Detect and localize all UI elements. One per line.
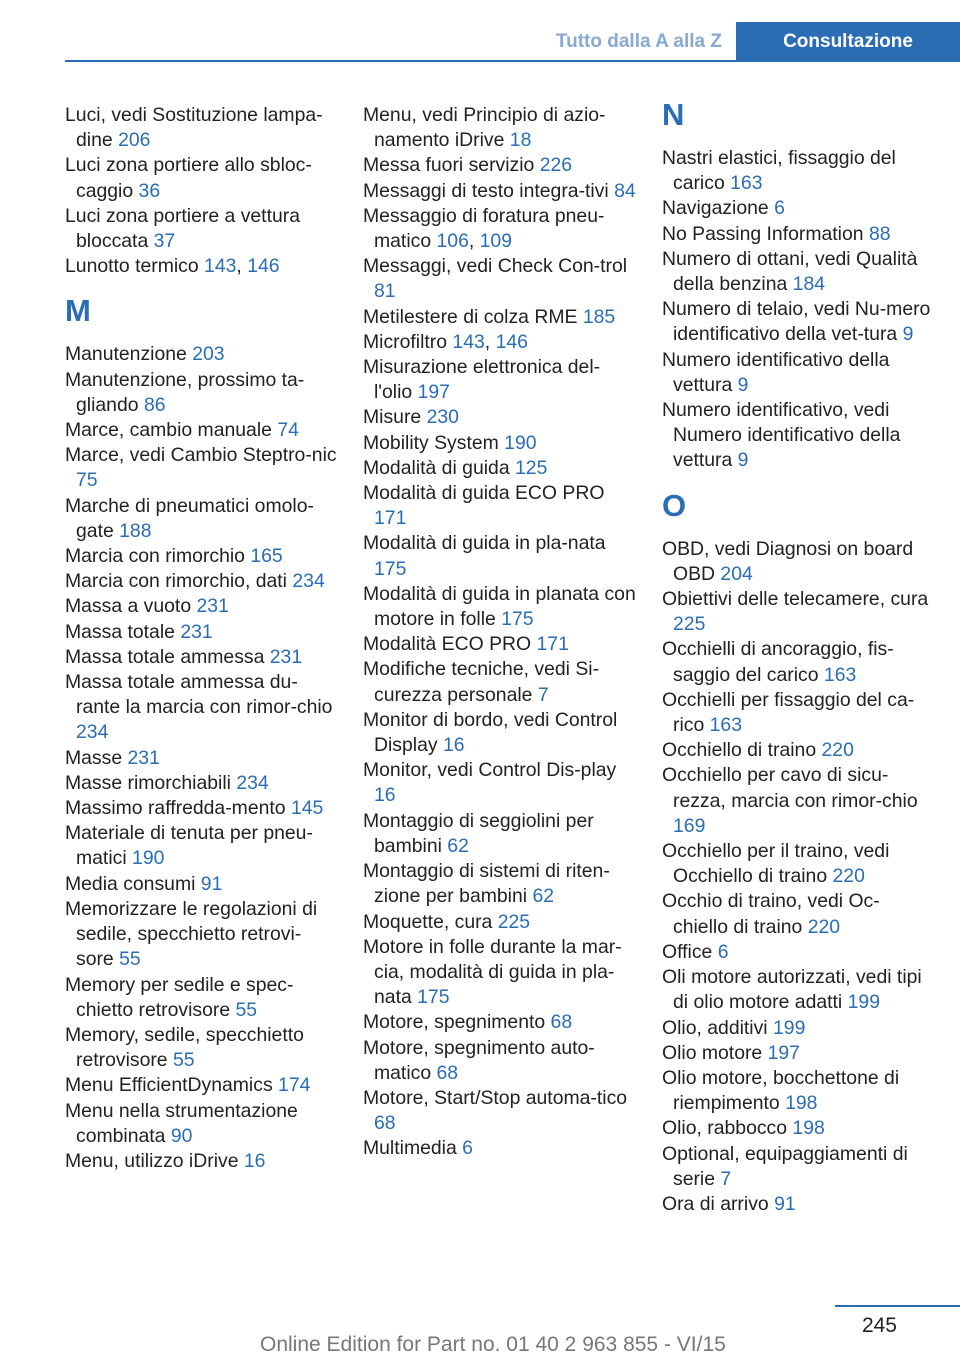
page-reference-link[interactable]: 231 (180, 620, 213, 643)
index-entry (65, 418, 337, 443)
page-header (0, 0, 960, 62)
index-entry-term: Modalità ECO PRO (363, 633, 537, 656)
page-reference-link[interactable]: 125 (515, 456, 548, 479)
index-entry (65, 872, 337, 897)
index-entry-term: Occhiello per cavo di sicu-rezza, marcia con rimor-chio (662, 764, 918, 812)
index-entry: Microfiltro 143, 146 (363, 330, 528, 353)
index-entry (662, 348, 932, 398)
index-entry (363, 103, 638, 153)
index-entry (662, 940, 932, 965)
index-entry-term: Monitor, vedi Control Dis-play (363, 759, 617, 782)
index-entry-term: Occhielli per fissaggio del ca-rico (662, 688, 915, 737)
index-entry (662, 247, 932, 297)
index-entry-term: Messaggio di foratura pneu-matico (363, 204, 605, 253)
index-entry (662, 1116, 932, 1141)
index-entry (662, 637, 932, 687)
page-reference-link[interactable]: 7 (720, 1167, 732, 1190)
index-entry-term: Menu, vedi Principio di azio-namento iDrive (363, 104, 606, 152)
page-reference-link[interactable]: 163 (709, 714, 742, 737)
page-reference-link[interactable]: 231 (127, 746, 160, 769)
index-entry (65, 1073, 337, 1098)
index-entry (363, 910, 638, 935)
index-entry (65, 594, 337, 619)
index-entry-term: Occhio di traino, vedi Oc-chiello di traino (662, 890, 880, 938)
header-section-title: Tutto dalla A alla Z (555, 31, 722, 52)
index-entry (363, 859, 638, 909)
page-reference-link[interactable]: 6 (717, 940, 729, 963)
index-entry-term: Mobility System (363, 431, 505, 454)
page-reference-link[interactable]: 231 (269, 645, 303, 668)
index-entry: Lunotto termico 143, 146 (65, 255, 280, 278)
index-entry-term: Motore, Start/Stop automa-tico (363, 1086, 628, 1109)
index-entry-term: Navigazione (662, 197, 775, 220)
index-entry-term: Menu nella strumentazione combinata (65, 1099, 298, 1147)
page-reference-link[interactable]: 225 (673, 613, 706, 636)
page-reference-link[interactable]: 68 (550, 1011, 573, 1034)
index-entry (65, 897, 337, 973)
page-reference-link[interactable]: 18 (509, 129, 532, 152)
index-entry (65, 670, 337, 746)
page-reference-link[interactable]: 143 (204, 255, 237, 278)
page-reference-link[interactable]: 106 (436, 230, 469, 253)
page-reference-link[interactable]: 163 (823, 663, 857, 686)
index-entry (65, 746, 337, 771)
page-reference-link[interactable]: 16 (374, 784, 396, 807)
index-column-2 (363, 103, 638, 1162)
index-column-3 (662, 97, 932, 1217)
index-entry (662, 688, 932, 738)
index-entry-term: Monitor di bordo, vedi Control Display (363, 708, 618, 757)
index-entry (65, 620, 337, 645)
page-reference-link[interactable]: 184 (792, 273, 826, 296)
index-entry (662, 965, 932, 1015)
index-entry-term: Modalità di guida in pla-nata (363, 532, 606, 555)
page-reference-link[interactable]: 143 (452, 330, 485, 353)
page-reference-link[interactable]: 190 (132, 847, 165, 870)
page-reference-link[interactable]: 75 (76, 469, 98, 492)
page-reference-link[interactable]: 171 (374, 507, 407, 530)
index-entry (65, 368, 337, 418)
index-entry (662, 839, 932, 889)
index-entry-term: Marcia con rimorchio (65, 545, 251, 568)
page-reference-link[interactable]: 171 (536, 633, 569, 656)
index-entry-term: Modalità di guida (363, 456, 515, 479)
index-entry (662, 738, 932, 763)
page-reference-link[interactable]: 55 (119, 948, 141, 971)
index-entry (363, 1036, 638, 1086)
index-entry-term: No Passing Information (662, 222, 869, 245)
index-entry (662, 222, 932, 247)
index-entry-term: Modalità di guida in planata con motore in folle (363, 582, 636, 631)
page-reference-link[interactable]: 175 (417, 986, 450, 1009)
index-entry-term: Marche di pneumatici omolo-gate (65, 494, 314, 542)
index-entry-term: Olio, rabbocco (662, 1117, 793, 1140)
index-entry-term: Manutenzione (65, 343, 193, 366)
page-reference-link[interactable]: 198 (785, 1092, 818, 1115)
page-reference-link[interactable]: 90 (170, 1124, 193, 1147)
page-reference-link[interactable]: 198 (792, 1117, 825, 1140)
index-entry-term: Moquette, cura (363, 910, 498, 933)
index-entry-term: Oli motore autorizzati, vedi tipi di olio motore adatti (662, 966, 922, 1014)
index-entry-term: Marcia con rimorchio, dati (65, 570, 293, 593)
page-reference-link[interactable]: 68 (436, 1061, 459, 1084)
index-entry (363, 935, 638, 1011)
page-reference-link[interactable]: 225 (497, 910, 531, 933)
page-reference-link[interactable]: 146 (495, 330, 528, 353)
index-entry (662, 1192, 932, 1217)
page-reference-link[interactable]: 226 (539, 154, 573, 177)
page-reference-link[interactable]: 6 (462, 1137, 473, 1160)
index-entry-term: Marce, cambio manuale (65, 419, 278, 442)
index-letter-heading: O (662, 487, 687, 523)
page-reference-link[interactable]: 234 (236, 771, 269, 794)
index-letter-heading: M (65, 293, 91, 329)
index-entry (363, 531, 638, 581)
index-entry (363, 153, 638, 178)
index-entry-term: Massa totale ammessa du-rante la marcia con rimor-chio (65, 671, 333, 719)
index-entry (662, 763, 932, 839)
page-reference-link[interactable]: 231 (196, 595, 229, 618)
index-entry-term: Numero identificativo, vedi Numero identificativo della vettura (662, 399, 901, 472)
index-entry-term: Materiale di tenuta per pneu-matici (65, 822, 313, 870)
page-reference-link[interactable]: 175 (501, 608, 534, 631)
page-number: 245 (861, 1314, 897, 1337)
index-entry (363, 632, 638, 657)
page-reference-link[interactable]: 199 (773, 1016, 806, 1039)
index-entry (662, 398, 932, 474)
index-entry (363, 758, 638, 808)
index-entry-term: Microfiltro (363, 330, 453, 353)
index-letter-heading: N (662, 97, 685, 132)
index-entry-term: Misurazione elettronica del-l'olio (363, 356, 601, 404)
index-entry-term: OBD, vedi Diagnosi on board OBD (662, 537, 914, 585)
page-reference-link[interactable]: 169 (673, 814, 706, 837)
index-entry-term: Numero di telaio, vedi Nu-mero identificativo della vet-tura (662, 298, 931, 346)
index-entry-term: Olio, additivi (662, 1016, 774, 1039)
index-entry (363, 431, 638, 456)
index-entry (65, 342, 337, 367)
index-entry (363, 582, 638, 632)
index-entry-term: Office (662, 940, 718, 963)
index-entry-term: Memory per sedile e spec-chietto retrovisore (65, 973, 294, 1021)
index-entry: Messaggio di foratura pneu-matico 106, 109 (363, 204, 605, 253)
index-entry (662, 196, 932, 221)
page-reference-link[interactable]: 88 (868, 222, 891, 245)
page-reference-link[interactable]: 220 (807, 915, 841, 938)
page-reference-link[interactable]: 197 (417, 381, 450, 404)
page-reference-link[interactable]: 9 (737, 449, 749, 472)
index-entry-term: Occhielli di ancoraggio, fis-saggio del carico (662, 638, 894, 686)
index-entry (363, 1136, 638, 1161)
index-entry (363, 355, 638, 405)
page-reference-link[interactable]: 188 (119, 519, 152, 542)
index-entry-term: Olio motore (662, 1041, 768, 1064)
index-entry (363, 456, 638, 481)
page-reference-link[interactable]: 220 (821, 739, 854, 762)
page-reference-link[interactable]: 197 (767, 1041, 800, 1064)
index-entry (65, 204, 337, 254)
index-entry-term: Menu, utilizzo iDrive (65, 1149, 244, 1172)
index-entry-term: Motore, spegnimento auto-matico (363, 1036, 595, 1084)
index-column-1 (65, 103, 337, 1174)
index-entry-term: Ora di arrivo (662, 1192, 775, 1215)
index-entry (662, 537, 932, 587)
index-entry (662, 889, 932, 939)
index-entry-term: Massimo raffredda-mento (65, 797, 291, 820)
page-reference-link[interactable]: 9 (902, 323, 914, 346)
index-entry-term: Masse (65, 746, 128, 769)
index-entry (65, 1099, 337, 1149)
page-reference-link[interactable]: 145 (290, 797, 324, 820)
index-entry (65, 973, 337, 1023)
index-entry-term: Massa totale (65, 620, 181, 643)
index-entry (65, 1149, 337, 1174)
page-reference-link[interactable]: 165 (250, 545, 283, 568)
index-entry (363, 1010, 638, 1035)
index-entry (662, 1066, 932, 1116)
page-reference-link[interactable]: 9 (737, 373, 749, 396)
index-entry (363, 708, 638, 758)
page-reference-link[interactable]: 68 (374, 1112, 396, 1135)
index-entry-term: Montaggio di sistemi di riten-zione per bambini (363, 860, 610, 908)
page-reference-link[interactable]: 37 (153, 230, 176, 253)
index-entry (662, 297, 932, 347)
page-reference-link[interactable]: 36 (138, 179, 161, 202)
page-reference-link[interactable]: 7 (537, 683, 549, 706)
page-reference-link[interactable]: 84 (614, 179, 636, 202)
index-entry-term: Occhiello di traino (662, 739, 822, 762)
index-entry-term: Massa a vuoto (65, 595, 197, 618)
index-entry-term: Messaggi di testo integra-tivi (363, 179, 615, 202)
index-entry-term: Obiettivi delle telecamere, cura (662, 588, 929, 611)
index-entry (662, 146, 932, 196)
page-reference-link[interactable]: 175 (374, 557, 407, 580)
index-entry-term: Numero identificativo della vettura (662, 348, 890, 396)
page-reference-link[interactable]: 199 (847, 991, 880, 1014)
index-entry-term: Luci zona portiere a vettura bloccata (65, 204, 300, 253)
edition-footer: Online Edition for Part no. 01 40 2 963 855 - VI/15 (260, 1333, 726, 1356)
index-entry (363, 179, 638, 204)
index-entry (363, 254, 638, 304)
page-reference-link[interactable]: 91 (774, 1192, 796, 1215)
page-reference-link[interactable]: 62 (532, 885, 555, 908)
index-entry (65, 569, 337, 594)
page-reference-link[interactable]: 91 (200, 872, 223, 895)
index-entry (363, 405, 638, 430)
index-entry (65, 443, 337, 493)
page-reference-link[interactable]: 234 (76, 721, 109, 744)
index-entry-term: Motore in folle durante la mar-cia, modalità di guida in pla-nata (363, 935, 622, 1009)
page-reference-link[interactable]: 86 (143, 393, 166, 416)
index-entry (65, 153, 337, 203)
index-entry-term: Modifiche tecniche, vedi Si-curezza personale (363, 658, 600, 706)
index-entry-term: Multimedia (363, 1137, 463, 1160)
index-entry (65, 494, 337, 544)
index-entry (363, 809, 638, 859)
page-reference-link[interactable]: 204 (720, 562, 753, 585)
index-entry-term: Optional, equipaggiamenti di serie (662, 1142, 908, 1190)
page-reference-link[interactable]: 230 (426, 406, 459, 429)
page-reference-link[interactable]: 163 (730, 172, 763, 195)
index-entry (363, 1086, 638, 1136)
index-entry-term: Marce, vedi Cambio Steptro-nic (65, 444, 337, 467)
page-reference-link[interactable]: 234 (292, 570, 325, 593)
index-entry (65, 1023, 337, 1073)
index-entry-term: Messaggi, vedi Check Con-trol (363, 255, 628, 278)
index-entry (662, 1016, 932, 1041)
index-entry-term: Occhiello per il traino, vedi Occhiello di traino (662, 840, 890, 888)
index-entry-term: Luci zona portiere allo sbloc-caggio (65, 154, 312, 202)
page-reference-link[interactable]: 6 (774, 197, 785, 220)
index-entry-term: Memorizzare le regolazioni di sedile, specchietto retrovi-sore (65, 897, 318, 971)
index-entry-term: Modalità di guida ECO PRO (363, 482, 605, 505)
page-reference-link[interactable]: 174 (278, 1074, 311, 1097)
index-entry-term: Olio motore, bocchettone di riempimento (662, 1066, 900, 1115)
page-reference-link[interactable]: 62 (447, 834, 469, 857)
index-entry-term: Messa fuori servizio (363, 154, 540, 177)
index-entry (363, 305, 638, 330)
page-reference-link[interactable]: 16 (442, 734, 465, 757)
footer-rule (835, 1305, 960, 1307)
page-reference-link[interactable]: 81 (374, 280, 396, 303)
index-entry-term: Manutenzione, prossimo ta-gliando (65, 368, 305, 416)
page-reference-link[interactable]: 203 (192, 343, 225, 366)
index-entry-term: Montaggio di seggiolini per bambini (363, 809, 594, 857)
page-reference-link[interactable]: 74 (277, 419, 299, 442)
index-entry-term: Lunotto termico (65, 255, 205, 278)
index-entry (662, 1142, 932, 1192)
page-reference-link[interactable]: 206 (118, 129, 151, 152)
page-reference-link[interactable]: 185 (582, 305, 616, 328)
index-entry (65, 544, 337, 569)
index-entry-term: Metilestere di colza RME (363, 305, 583, 328)
index-entry-term: Numero di ottani, vedi Qualità della benzina (662, 247, 918, 296)
index-entry-term: Memory, sedile, specchietto retrovisore (65, 1023, 304, 1072)
page-reference-link[interactable]: 55 (172, 1049, 195, 1072)
page-reference-link[interactable]: 109 (479, 230, 512, 253)
page-reference-link[interactable]: 16 (243, 1149, 266, 1172)
index-entry (363, 481, 638, 531)
index-entry (662, 1041, 932, 1066)
page-reference-link[interactable]: 55 (235, 998, 258, 1021)
index-entry-term: Nastri elastici, fissaggio del carico (662, 147, 896, 195)
page-reference-link[interactable]: 220 (832, 865, 865, 888)
index-entry (65, 103, 337, 153)
index-entry-term: Menu EfficientDynamics (65, 1074, 279, 1097)
index-entry (65, 796, 337, 821)
index-entry-term: Luci, vedi Sostituzione lampa-dine (65, 104, 323, 152)
index-entry-term: Misure (363, 406, 427, 429)
header-chapter-tab: Consultazione (736, 22, 960, 62)
index-entry (363, 657, 638, 707)
index-entry-term: Masse rimorchiabili (65, 771, 237, 794)
page-reference-link[interactable]: 190 (504, 431, 537, 454)
index-entry (65, 821, 337, 871)
index-entry-term: Motore, spegnimento (363, 1011, 551, 1034)
index-entry (65, 771, 337, 796)
index-entry (65, 645, 337, 670)
page-reference-link[interactable]: 146 (247, 255, 280, 278)
index-entry-term: Media consumi (65, 872, 201, 895)
index-entry (662, 587, 932, 637)
index-entry-term: Massa totale ammessa (65, 645, 270, 668)
